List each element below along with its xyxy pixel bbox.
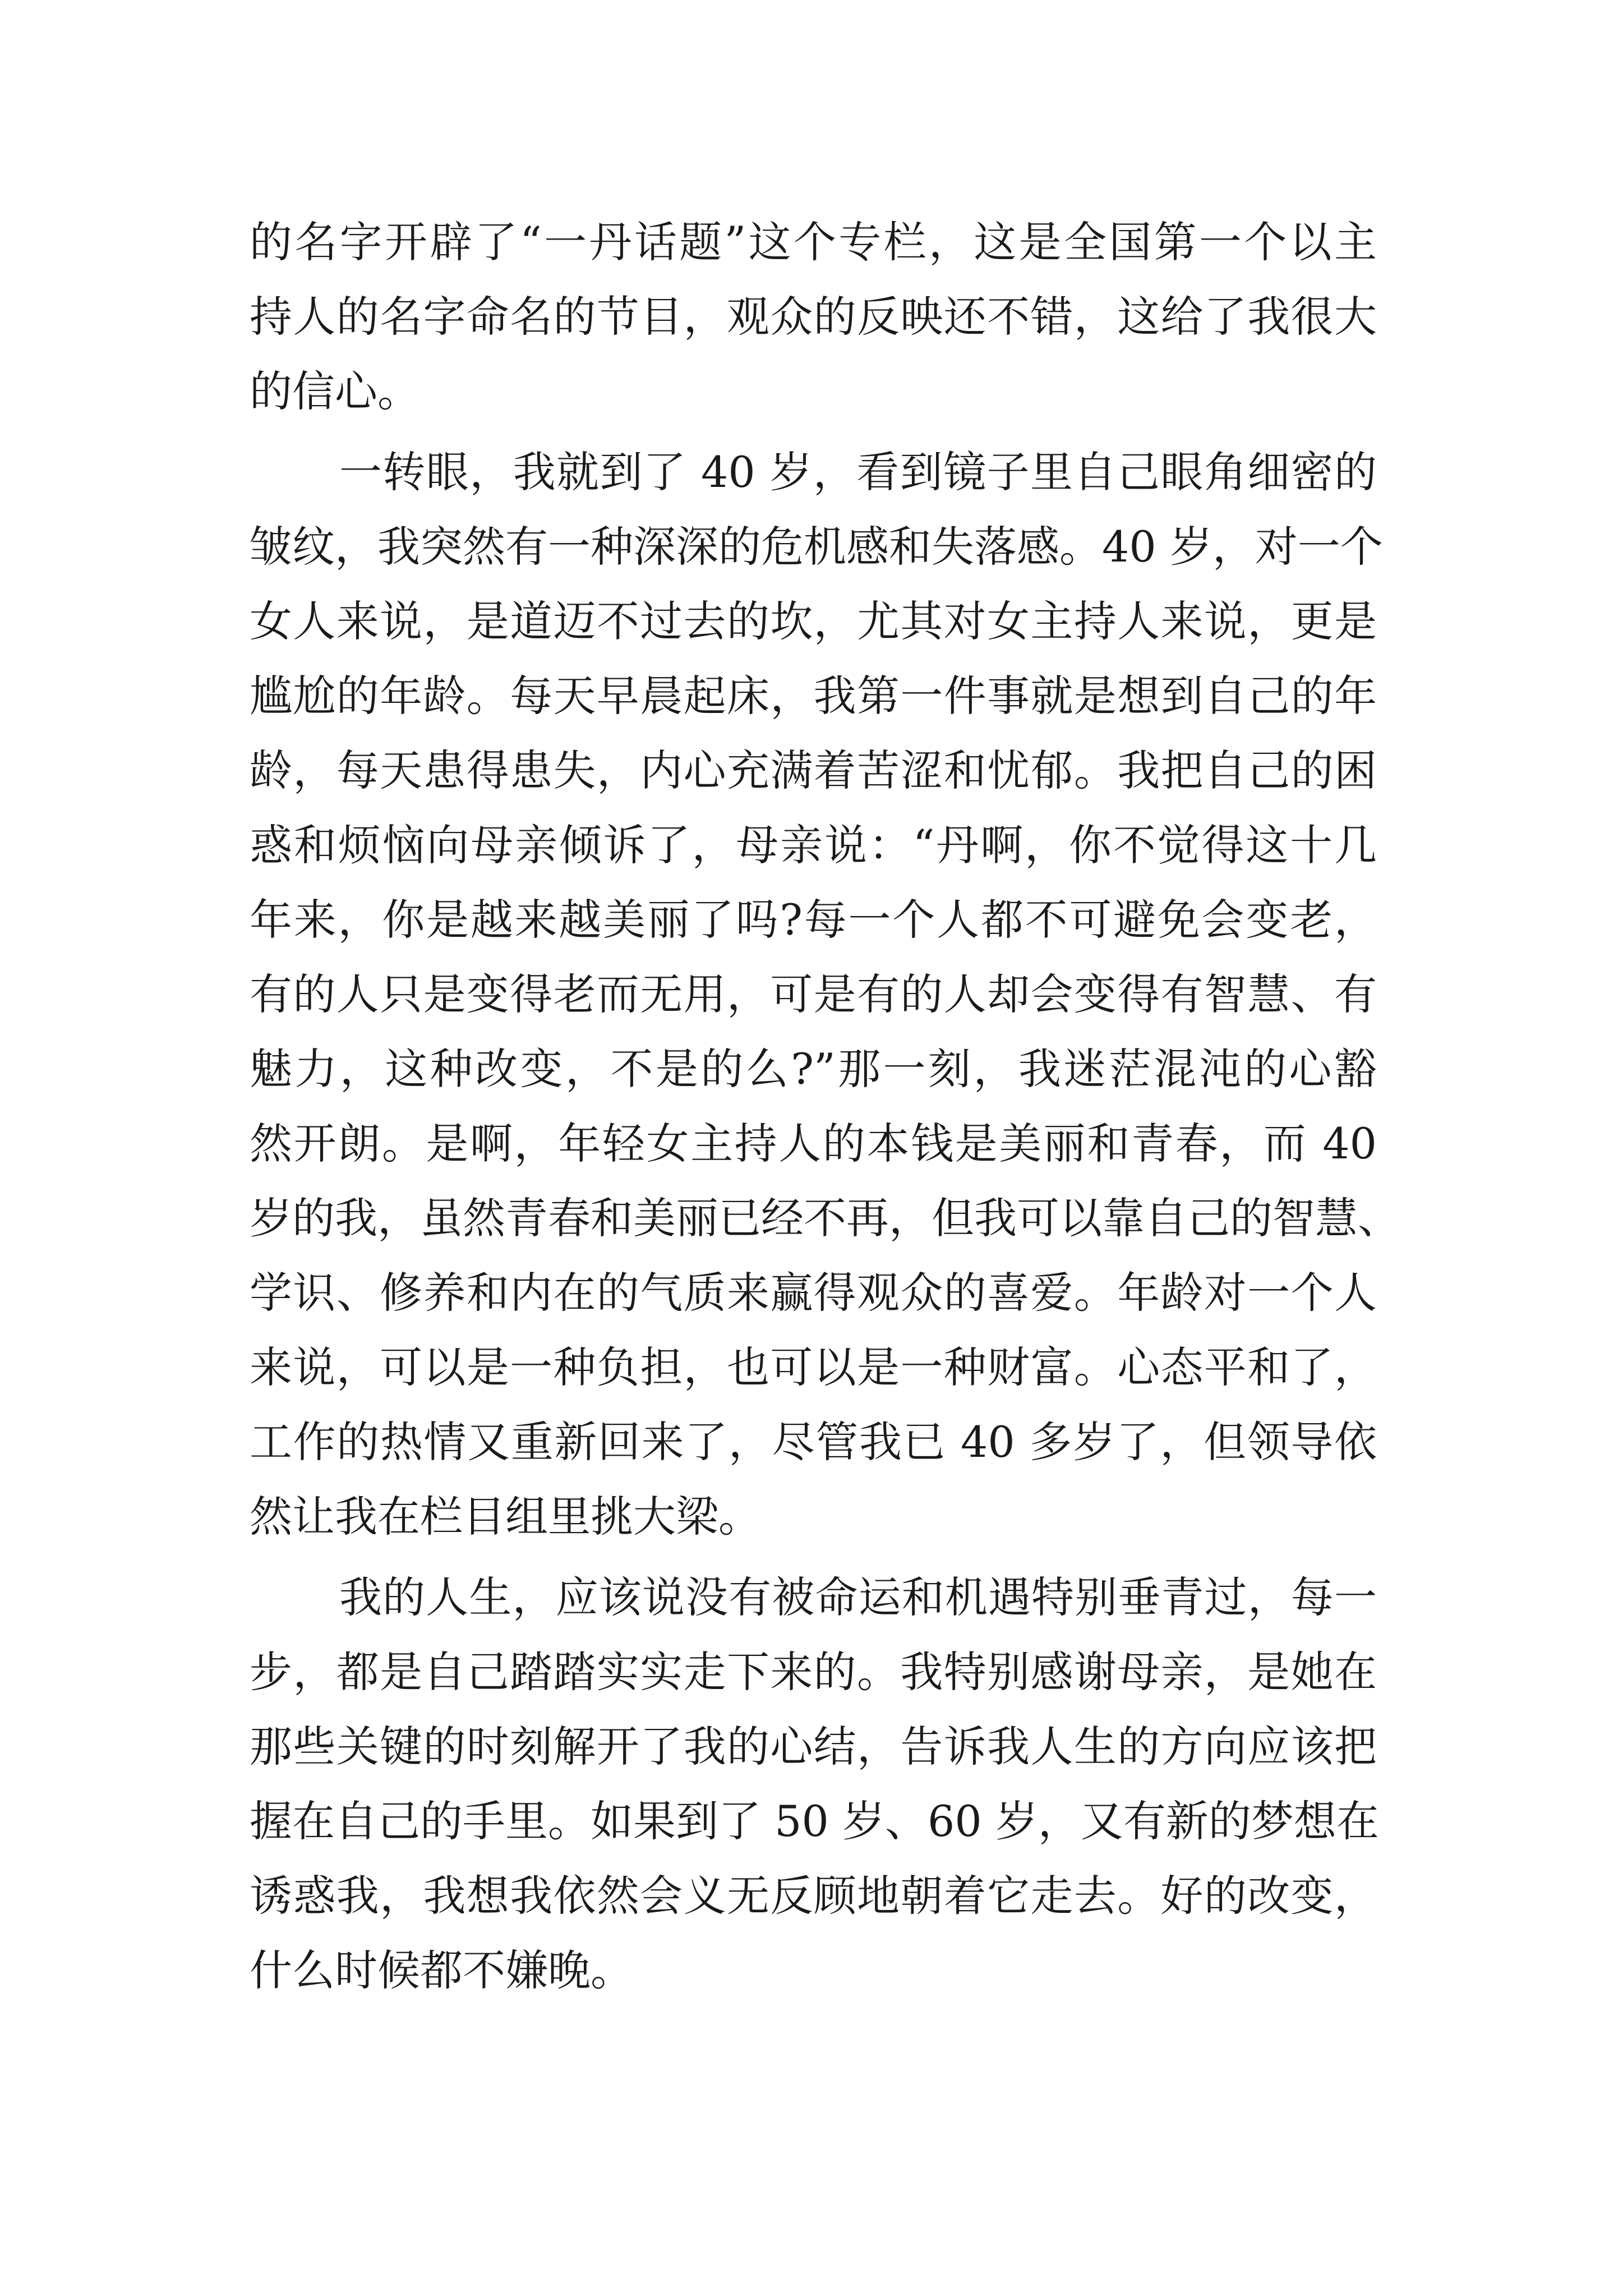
paragraph-3-line-1: 我的人生，应该说没有被命运和机遇特别垂青过，每一 <box>339 1572 1377 1622</box>
paragraph-2-line-15: 然让我在栏目组里挑大梁。 <box>250 1492 761 1542</box>
paragraph-3-line-4: 握在自己的手里。如果到了 50 岁、60 岁，又有新的梦想在 <box>250 1796 1379 1846</box>
paragraph-2-line-9: 魅力，这种改变，不是的么?”那一刻，我迷茫混沌的心豁 <box>250 1044 1377 1094</box>
paragraph-2-line-12: 学识、修养和内在的气质来赢得观众的喜爱。年龄对一个人 <box>250 1268 1377 1318</box>
paragraph-2-line-11: 岁的我，虽然青春和美丽已经不再，但我可以靠自己的智慧、 <box>250 1193 1400 1243</box>
paragraph-3-line-3: 那些关键的时刻解开了我的心结，告诉我人生的方向应该把 <box>250 1722 1377 1772</box>
paragraph-2-line-5: 龄，每天患得患失，内心充满着苦涩和忧郁。我把自己的困 <box>250 746 1377 795</box>
paragraph-1-line-1: 的名字开辟了“一丹话题”这个专栏，这是全国第一个以主 <box>250 217 1377 267</box>
paragraph-2-line-14: 工作的热情又重新回来了，尽管我已 40 多岁了，但领导依 <box>250 1417 1377 1467</box>
paragraph-1-line-3: 的信心。 <box>250 366 420 416</box>
paragraph-2-line-8: 有的人只是变得老而无用，可是有的人却会变得有智慧、有 <box>250 969 1377 1019</box>
paragraph-3-line-2: 步，都是自己踏踏实实走下来的。我特别感谢母亲，是她在 <box>250 1647 1377 1697</box>
paragraph-3-line-5: 诱惑我，我想我依然会义无反顾地朝着它走去。好的改变， <box>250 1871 1377 1921</box>
paragraph-3-line-6: 什么时候都不嫌晚。 <box>250 1945 633 1995</box>
paragraph-2-line-6: 惑和烦恼向母亲倾诉了，母亲说：“丹啊，你不觉得这十几 <box>250 820 1377 870</box>
paragraph-1-line-2: 持人的名字命名的节目，观众的反映还不错，这给了我很大 <box>250 292 1377 342</box>
paragraph-2-line-3: 女人来说，是道迈不过去的坎，尤其对女主持人来说，更是 <box>250 596 1377 646</box>
paragraph-2-line-4: 尴尬的年龄。每天早晨起床，我第一件事就是想到自己的年 <box>250 671 1377 721</box>
paragraph-2-line-2: 皱纹，我突然有一种深深的危机感和失落感。40 岁，对一个 <box>250 522 1383 572</box>
paragraph-2-line-7: 年来，你是越来越美丽了吗?每一个人都不可避免会变老， <box>250 895 1377 945</box>
paragraph-2-line-1: 一转眼，我就到了 40 岁，看到镜子里自己眼角细密的 <box>339 447 1377 497</box>
paragraph-2-line-13: 来说，可以是一种负担，也可以是一种财富。心态平和了， <box>250 1342 1377 1392</box>
paragraph-2-line-10: 然开朗。是啊，年轻女主持人的本钱是美丽和青春，而 40 <box>250 1119 1377 1168</box>
